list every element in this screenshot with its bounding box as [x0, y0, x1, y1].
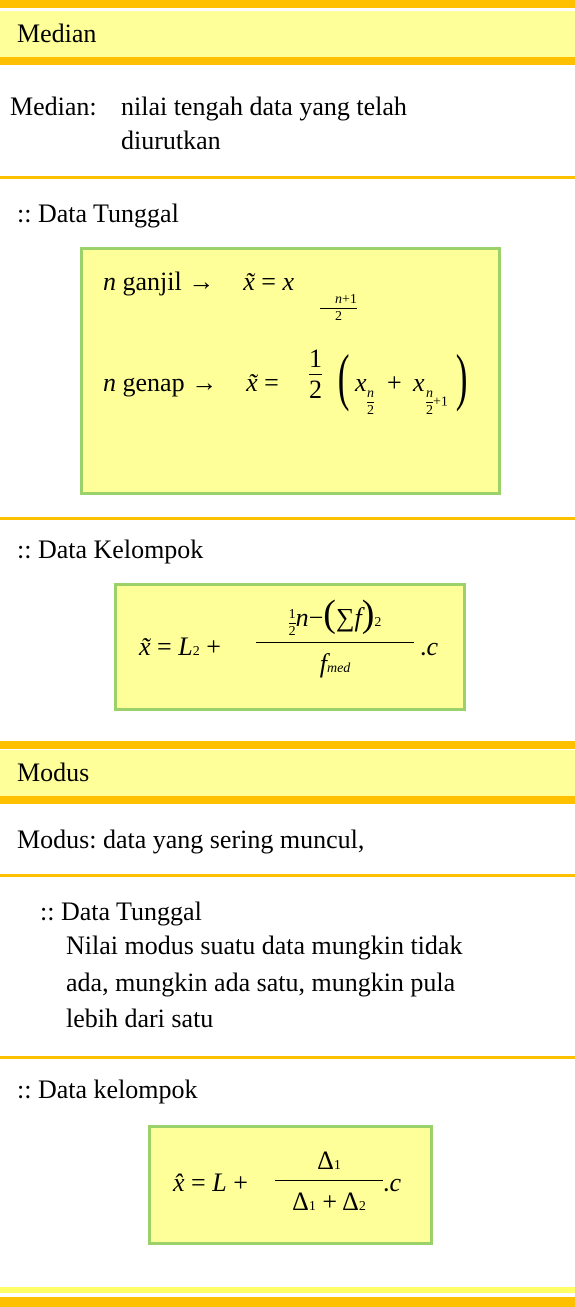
modus-definition: Modus: data yang sering muncul,	[17, 825, 365, 854]
modus-header-title: Modus	[17, 758, 90, 787]
median-group-times-c: .c	[420, 632, 439, 661]
bottom-rule	[0, 1297, 575, 1307]
modus-tunggal-title: :: Data Tunggal	[40, 897, 202, 926]
median-group-lhs: x̃ = L2 +	[139, 632, 221, 661]
median-even-label: genap	[122, 368, 185, 397]
modus-top-rule	[0, 741, 575, 749]
median-even-formula: n genap → x̃ =	[103, 368, 279, 397]
modus-kelompok-formula-box	[148, 1125, 433, 1245]
median-even-half: 1 2	[309, 344, 322, 404]
median-even-x2: x	[413, 368, 425, 397]
modus-tunggal-line1: Nilai modus suatu data mungkin tidak	[66, 931, 463, 960]
median-definition-term: Median:	[10, 92, 97, 121]
median-even-right-paren: )	[455, 341, 468, 412]
median-even-plus: +	[387, 368, 402, 397]
modus-kelompok-title: :: Data kelompok	[17, 1075, 198, 1104]
median-odd-label: ganjil	[122, 267, 182, 296]
median-odd-subscript: n +1 2	[320, 292, 357, 325]
median-definition-line1: nilai tengah data yang telah	[121, 92, 407, 121]
median-header-rule	[0, 57, 575, 65]
median-even-sub1: n 2	[367, 386, 374, 418]
modus-tunggal-line3: lebih dari satu	[66, 1004, 214, 1033]
median-header	[0, 11, 575, 57]
modus-header-rule	[0, 796, 575, 804]
divider	[0, 517, 575, 520]
median-group-fraction: $\frac{1}{2}$ n−(∑f)2 fmed	[250, 592, 420, 679]
median-tunggal-formula-box	[80, 247, 501, 495]
bottom-light-band	[0, 1287, 575, 1293]
median-odd-formula: n ganjil → x̃ = x	[103, 267, 294, 296]
modus-group-lhs: x̂ = L +	[173, 1168, 248, 1197]
modus-header	[0, 750, 575, 796]
modus-group-times-c: .c	[383, 1168, 402, 1197]
median-tunggal-title: :: Data Tunggal	[17, 199, 179, 228]
divider	[0, 176, 575, 179]
divider	[0, 1056, 575, 1059]
median-header-title: Median	[17, 19, 97, 48]
modus-tunggal-line2: ada, mungkin ada satu, mungkin pula	[66, 968, 456, 997]
median-kelompok-formula-box	[114, 583, 466, 711]
median-even-left-paren: (	[337, 341, 350, 412]
median-kelompok-title: :: Data Kelompok	[17, 535, 204, 564]
divider	[0, 874, 575, 877]
median-even-sub2: $\frac{n}{2}$ +1	[426, 386, 448, 418]
top-rule	[0, 0, 575, 8]
median-even-x1: x	[355, 368, 367, 397]
median-definition-line2: diurutkan	[121, 126, 221, 155]
modus-group-fraction: Δ1 Δ1 + Δ2	[275, 1146, 383, 1217]
